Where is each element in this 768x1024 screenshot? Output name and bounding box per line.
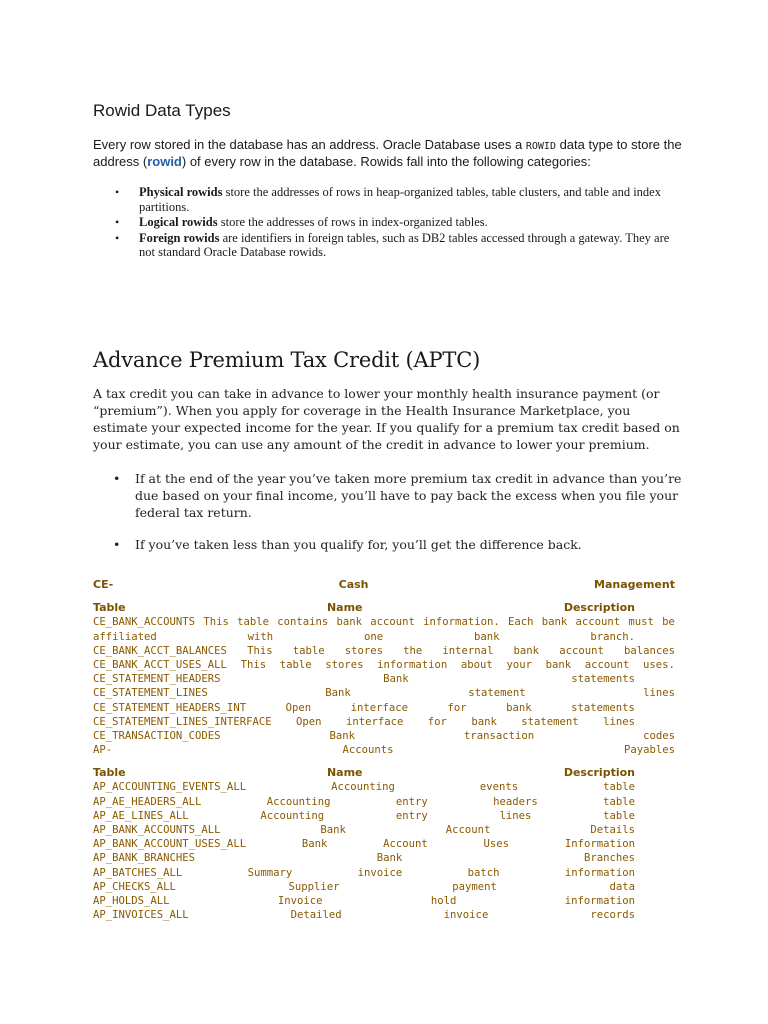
table-cell-word: Account (383, 838, 428, 851)
table-row (93, 851, 675, 865)
table-cell-word: table (603, 809, 635, 822)
table-cell-word: Each (507, 616, 534, 629)
rowid-code: ROWID (525, 141, 556, 152)
table-row (93, 715, 675, 729)
rowid-intro-text-3: ) of every row in the database. Rowids fall into the following categories: (181, 154, 591, 169)
table-cell-word: about (460, 658, 493, 671)
table-row (93, 658, 675, 672)
table-cell-word: Bank (383, 673, 409, 686)
table-cell-word: Uses (483, 838, 510, 851)
table-cell-word: bank (336, 616, 363, 629)
table-cell-word: codes (643, 729, 675, 742)
table-cell-word: Name (326, 601, 363, 615)
table-cell-word: CE- (93, 578, 114, 591)
table-cell-word: Bank (376, 852, 403, 865)
table-cell-word: batch (467, 866, 500, 879)
table-cell-word: invoice (443, 909, 489, 922)
table-cell-word: AP_HOLDS_ALL (93, 894, 170, 907)
table-cell-word: CE_STATEMENT_LINES (93, 687, 208, 700)
table-row (93, 795, 675, 809)
list-item (93, 231, 683, 260)
table-row (93, 880, 675, 894)
table-cell-word: CE_BANK_ACCT_BALANCES (93, 644, 227, 657)
table-cell-word: Account (445, 824, 491, 836)
table-row (93, 701, 675, 715)
table-cell-word: information. (423, 616, 500, 629)
table-cell-word: entry (395, 795, 428, 808)
table-cell-word: hold (430, 894, 457, 907)
table-cell-word: records (590, 909, 635, 922)
table-cell-word: AP_AE_HEADERS_ALL (93, 795, 202, 808)
table-header-row (93, 601, 675, 615)
table-cell-word: transaction (463, 729, 535, 742)
table-cell-word: CE_STATEMENT_HEADERS (93, 673, 221, 686)
table-cell-word: table (237, 616, 269, 629)
table-cell-word: Payables (623, 744, 675, 757)
table-cell-word: stores (325, 658, 364, 671)
table-cell-word: Detailed (290, 909, 342, 922)
table-cell-word: stores (344, 644, 383, 657)
table-cell-word: account (575, 616, 621, 629)
table-row (93, 686, 675, 700)
table-cell-word: payment (452, 880, 497, 893)
table-cell-word: table (603, 781, 635, 794)
table-cell-word: bank (471, 715, 497, 728)
table-row (93, 644, 675, 658)
rowid-intro-paragraph (93, 137, 683, 169)
table-cell-word: data (609, 880, 635, 893)
table-cell-word: for (447, 701, 467, 714)
table-cell-word: Table (93, 601, 126, 615)
table-cell-word: bank (541, 616, 568, 629)
table-cell-word: balances (623, 644, 675, 657)
table-cell-word: invoice (357, 866, 403, 879)
table-cell-word: the (403, 644, 423, 657)
table-header-row (93, 766, 675, 780)
table-cell-word: CE_TRANSACTION_CODES (93, 729, 221, 742)
table-cell-word: Table (93, 766, 126, 780)
table-row (93, 729, 675, 743)
oracle-tables-section (93, 578, 675, 922)
table-cell-word: internal (442, 644, 494, 657)
table-cell-word: interface (345, 715, 404, 728)
table-cell-word: AP_INVOICES_ALL (93, 909, 189, 922)
table-row (93, 780, 675, 794)
table-cell-word: Cash (338, 578, 369, 591)
table-row (93, 837, 675, 851)
table-cell-word: account (559, 644, 604, 657)
table-cell-word: Description (563, 766, 635, 780)
list-item-term: Logical rowids (139, 215, 218, 229)
table-cell-word: AP- (93, 744, 113, 757)
table-cell-word: AP_CHECKS_ALL (93, 880, 176, 893)
table-cell-word: AP_BANK_ACCOUNT_USES_ALL (93, 838, 247, 851)
table-cell-word: Bank (301, 838, 328, 851)
list-item: • If at the end of the year you’ve taken more premium tax credit in advance than you’re due based on your final income, you’ll have to pay back the excess when you file your federal tax return. (93, 470, 683, 521)
table-cell-word: AP_BANK_BRANCHES (93, 852, 196, 865)
table-cell-word: This (203, 616, 229, 629)
table-cell-word: must (628, 616, 654, 629)
table-cell-word: Open (296, 715, 322, 728)
table-cell-word: statement (521, 715, 579, 728)
list-item: • If you’ve taken less than you qualify for, you’ll get the difference back. (93, 536, 683, 553)
table-cell-word: Description (563, 601, 635, 615)
aptc-heading: Advance Premium Tax Credit (APTC) (93, 348, 481, 372)
table-row (93, 672, 675, 686)
table-cell-word: statements (571, 673, 635, 686)
table-cell-word: headers (493, 795, 538, 808)
table-cell-word: be (662, 616, 675, 629)
list-item-text: store the addresses of rows in index-organized tables. (217, 215, 488, 229)
list-item (93, 185, 683, 214)
table-cell-word: statement (468, 687, 526, 700)
table-row (93, 809, 675, 823)
table-cell-word: Accounts (342, 744, 394, 757)
table-cell-word: table (292, 644, 325, 657)
table-cell-word: AP_BANK_ACCOUNTS_ALL (93, 824, 221, 836)
table-cell-word: information (377, 658, 448, 671)
table-cell-word: Accounting (331, 781, 395, 794)
table-cell-word: table (279, 658, 312, 671)
table-cell-word: bank (473, 630, 500, 643)
table-row (93, 823, 675, 837)
table-cell-word: Bank (325, 687, 351, 700)
table-row (93, 630, 675, 644)
table-cell-word: with (247, 630, 274, 643)
table-row (93, 615, 675, 629)
ce-title-row (93, 578, 675, 592)
table-cell-word: lines (499, 809, 532, 822)
table-cell-word: one (363, 630, 384, 643)
rowid-heading: Rowid Data Types (93, 101, 231, 120)
list-item-text: store the addresses of rows in heap-organized tables, table clusters, and table and index partitions. (139, 185, 661, 214)
table-cell-word: contains (277, 616, 329, 629)
table-row (93, 866, 675, 880)
table-cell-word: Management (594, 578, 675, 591)
table-cell-word: branch. (590, 630, 635, 643)
table-cell-word: Invoice (277, 894, 323, 907)
table-row (93, 743, 675, 757)
table-cell-word: Accounting (266, 795, 331, 808)
table-cell-word: Details (590, 824, 635, 836)
table-cell-word: Accounting (260, 809, 325, 822)
table-cell-word: Open (285, 701, 312, 714)
table-row (93, 908, 675, 922)
table-cell-word: CE_BANK_ACCT_USES_ALL (93, 658, 227, 671)
table-cell-word: Summary (247, 866, 293, 879)
table-cell-word: bank (513, 644, 540, 657)
list-item-term: Physical rowids (139, 185, 223, 199)
table-cell-word: AP_BATCHES_ALL (93, 866, 183, 879)
table-cell-word: affiliated (93, 630, 157, 643)
table-cell-word: This (247, 644, 273, 657)
table-cell-word: Supplier (288, 880, 340, 893)
table-cell-word: bank (545, 658, 572, 671)
table-cell-word: information (564, 866, 635, 879)
table-cell-word: CE_STATEMENT_LINES_INTERFACE (93, 715, 272, 728)
table-cell-word: account (584, 658, 630, 671)
table-cell-word: information (564, 894, 635, 907)
table-cell-word: AP_ACCOUNTING_EVENTS_ALL (93, 781, 247, 794)
rowid-categories-list (93, 185, 683, 261)
aptc-paragraph: A tax credit you can take in advance to lower your monthly health insurance payment (or “premium”). When you apply for coverage in the Health Insurance Marketplace, you estimate your expected income for the year. If you qualify for a premium tax credit based on your estimate, you can use any amount of the credit in advance to lower your premium. (93, 386, 680, 452)
table-cell-word: AP_AE_LINES_ALL (93, 809, 189, 822)
table-cell-word: interface (350, 701, 408, 714)
table-cell-word: uses. (643, 658, 675, 671)
rowid-link[interactable]: rowid (147, 154, 182, 169)
table-cell-word: lines (643, 687, 675, 700)
table-cell-word: Bank (329, 729, 356, 742)
table-cell-word: Information (564, 838, 635, 851)
table-cell-word: Name (326, 766, 363, 780)
rowid-intro-text-2: data type to store the address ( (93, 137, 682, 169)
table-cell-word: for (427, 715, 447, 728)
table-cell-word: CE_BANK_ACCOUNTS (93, 616, 196, 629)
table-cell-word: Branches (583, 852, 635, 865)
table-cell-word: This (240, 658, 267, 671)
table-cell-word: lines (603, 715, 635, 728)
table-cell-word: Bank (320, 824, 346, 836)
table-cell-word: events (479, 781, 519, 794)
list-item-term: Foreign rowids (139, 230, 220, 245)
table-cell-word: entry (395, 809, 428, 822)
table-cell-word: your (506, 658, 532, 671)
table-cell-word: bank (506, 701, 532, 714)
list-item (93, 215, 683, 230)
list-item-text: are identifiers in foreign tables, such as DB2 tables accessed through a gateway. They are not standard Oracle Database rowids. (139, 230, 670, 259)
aptc-bullet-list (93, 470, 683, 553)
table-cell-word: table (603, 795, 635, 808)
table-cell-word: account (370, 616, 415, 629)
table-row (93, 894, 675, 908)
table-cell-word: CE_STATEMENT_HEADERS_INT (93, 701, 247, 714)
table-cell-word: statements (571, 701, 635, 714)
rowid-intro-text-1: Every row stored in the database has an address. Oracle Database uses a (93, 137, 526, 152)
